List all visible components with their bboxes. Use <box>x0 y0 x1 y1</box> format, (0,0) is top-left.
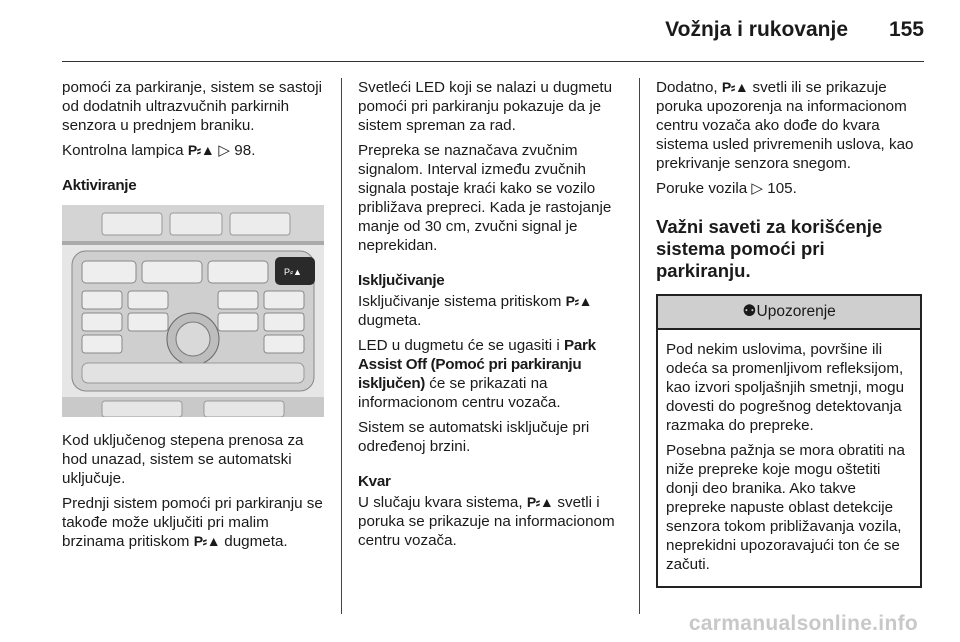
column-2 <box>358 78 624 556</box>
park-assist-symbol: P⸗▲ <box>721 79 749 95</box>
paragraph: Prepreka se naznačava zvučnim signalom. Interval između zvučnih signala postaje kraći kako se vozilo približava prepreci. Kada je rastojanje manje od 30 cm, zvučni signal je neprekidan. <box>358 142 612 254</box>
paragraph: pomoći za parkiranje, sistem se sastoji od dodatnih ultrazvučnih parkirnih senzora u prednjem braniku. <box>62 79 322 134</box>
column-divider-1 <box>341 78 342 614</box>
park-assist-symbol: P⸗▲ <box>187 142 215 158</box>
heading-kvar: Kvar <box>358 473 391 490</box>
text: svetli ili se prikazuje poruka upozorenja na informacionom centru vozača ako dođe do kvara sistema usled privremenih uslova, kao prekrivanje senzora snegom. <box>656 79 914 172</box>
warning-icon: ⚉ <box>742 303 757 320</box>
heading-important-tips: Važni saveti za korišćenje sistema pomoći pri parkiranju. <box>656 216 883 281</box>
chapter-title: Vožnja i rukovanje <box>665 18 848 41</box>
park-assist-symbol: P⸗▲ <box>526 494 554 510</box>
watermark: carmanualsonline.info <box>688 612 918 635</box>
paragraph-led <box>358 336 624 412</box>
park-assist-off-message: Park Assist Off (Pomoć pri parkiranju isključen) <box>358 337 596 392</box>
text: svetli i poruka se prikazuje na informacionom centru vozača. <box>358 494 615 549</box>
paragraph: Svetleći LED koji se nalazi u dugmetu pomoći pri parkiranju pokazuje da je sistem spreman za rad. <box>358 79 613 134</box>
page-number: 155 <box>888 18 924 41</box>
warning-body <box>658 330 920 586</box>
warning-box <box>656 294 922 588</box>
text: Dodatno, <box>656 79 718 96</box>
text: dugmeta. <box>358 312 422 329</box>
paragraph: Sistem se automatski isključuje pri određenoj brzini. <box>358 419 590 455</box>
paragraph-lamp <box>62 141 324 160</box>
park-assist-button-label: P⸗▲ <box>284 267 302 277</box>
header-rule <box>62 61 924 62</box>
heading-aktiviranje: Aktiviranje <box>62 177 137 194</box>
paragraph-fault <box>358 493 624 550</box>
warning-header <box>658 296 920 330</box>
heading-iskljucivanje: Isključivanje <box>358 272 445 289</box>
paragraph-front-activation <box>62 494 324 551</box>
page-reference: ▷ 98. <box>218 142 256 159</box>
warning-paragraph: Pod nekim uslovima, površine ili odeća sa promenljivom refleksijom, kao izvori spoljašnjih smetnji, mogu dovesti do pogrešnog detektovanja razmaka do prepreke. <box>666 341 905 434</box>
text: LED u dugmetu će se ugasiti i <box>358 337 560 354</box>
column-divider-2 <box>639 78 640 614</box>
park-assist-symbol: P⸗▲ <box>565 293 592 309</box>
park-assist-symbol: P⸗▲ <box>193 533 221 549</box>
text: U slučaju kvara sistema, <box>358 494 523 511</box>
text: dugmeta. <box>224 533 288 550</box>
text: Prednji sistem pomoći pri parkiranju se takođe može uključiti pri malim brzinama pritiskom <box>62 495 323 550</box>
column-3 <box>656 78 922 588</box>
paragraph-deactivation <box>358 292 624 330</box>
text: će se prikazati na informacionom centru vozača. <box>358 375 561 411</box>
warning-paragraph: Posebna pažnja se mora obratiti na niže prepreke koje mogu oštetiti donji deo branika. Ako takve prepreke napuste oblast detekcije senzora tokom približavanja vozila, neprekidni upozoravajući ton će se začuti. <box>666 442 905 573</box>
warning-title: Upozorenje <box>756 303 836 320</box>
column-1 <box>62 78 324 557</box>
text: Isključivanje sistema pritiskom <box>358 293 562 310</box>
paragraph-vehicle-messages: Poruke vozila ▷ 105. <box>656 180 797 197</box>
paragraph-additional <box>656 78 922 173</box>
lamp-prefix: Kontrolna lampica <box>62 142 184 159</box>
paragraph: Kod uključenog stepena prenosa za hod unazad, sistem se automatski uključuje. <box>62 432 304 487</box>
dashboard-photo <box>62 205 324 417</box>
